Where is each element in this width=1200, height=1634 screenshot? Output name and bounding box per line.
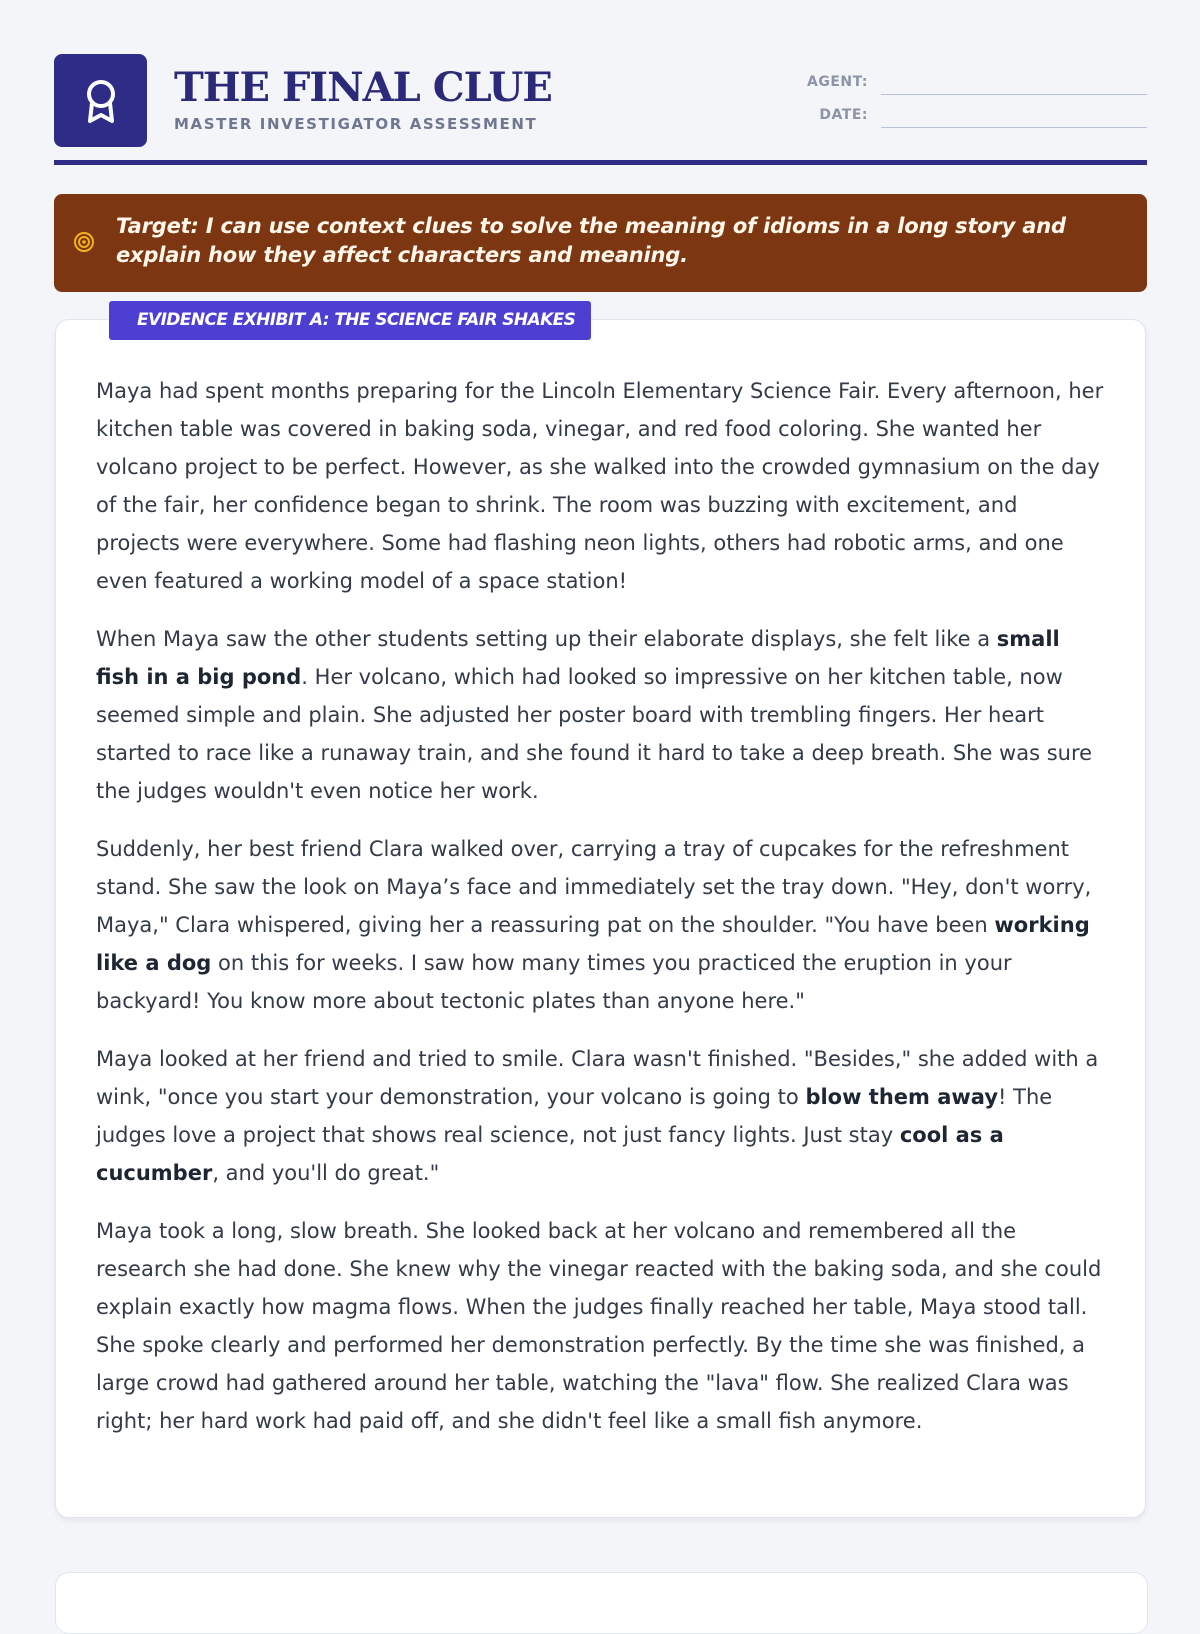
learning-target-banner bbox=[54, 194, 1147, 292]
header-divider bbox=[54, 160, 1147, 165]
award-ribbon-icon bbox=[54, 54, 147, 147]
idiom-highlight: cool as a cucumber bbox=[96, 1123, 1004, 1185]
story-paragraph bbox=[96, 830, 1106, 1020]
idiom-highlight: working like a dog bbox=[96, 913, 1090, 975]
story-paragraph bbox=[96, 1212, 1106, 1440]
date-field[interactable] bbox=[787, 107, 1147, 133]
exhibit-tab: EVIDENCE EXHIBIT A: THE SCIENCE FAIR SHAKES bbox=[109, 301, 591, 340]
story-paragraph bbox=[96, 1040, 1106, 1192]
story-paragraph bbox=[96, 372, 1106, 600]
next-section-card bbox=[55, 1572, 1148, 1634]
idiom-highlight: blow them away bbox=[805, 1085, 999, 1109]
date-line[interactable] bbox=[881, 127, 1147, 128]
target-icon bbox=[73, 231, 95, 257]
page-title: THE FINAL CLUE bbox=[174, 64, 552, 111]
agent-label: AGENT: bbox=[807, 74, 868, 90]
date-label: DATE: bbox=[819, 107, 868, 123]
story-text-run: When Maya saw the other students setting up their elaborate displays, she felt like a bbox=[96, 627, 997, 651]
story-text-run: , and you'll do great." bbox=[212, 1161, 440, 1185]
story-text-run: Maya had spent months preparing for the Lincoln Elementary Science Fair. Every afternoon, her kitchen table was covered in baking soda, vinegar, and red food coloring. She wanted her volcano project to be perfect. However, as she walked into the crowded gymnasium on the day of the fair, her confidence began to shrink. The room was buzzing with excitement, and projects were everywhere. Some had flashing neon lights, others had robotic arms, and one even featured a working model of a space station! bbox=[96, 379, 1104, 593]
page-subtitle: MASTER INVESTIGATOR ASSESSMENT bbox=[174, 115, 538, 133]
story-text bbox=[96, 372, 1106, 1460]
learning-target-text: Target: I can use context clues to solve the meaning of idioms in a long story and explain how they affect characters and meaning. bbox=[116, 214, 1066, 267]
agent-field[interactable] bbox=[787, 74, 1147, 100]
story-text-run: Suddenly, her best friend Clara walked over, carrying a tray of cupcakes for the refreshment stand. She saw the look on Maya’s face and immediately set the tray down. "Hey, don't worry, Maya," Clara whispered, giving her a reassuring pat on the shoulder. "You have been bbox=[96, 837, 1092, 937]
story-text-run: on this for weeks. I saw how many times you practiced the eruption in your backyard! You know more about tectonic plates than anyone here." bbox=[96, 951, 1012, 1013]
idiom-highlight: small fish in a big pond bbox=[96, 627, 1060, 689]
story-text-run: Maya looked at her friend and tried to smile. Clara wasn't finished. "Besides," she added with a wink, "once you start your demonstration, your volcano is going to bbox=[96, 1047, 1099, 1109]
story-text-run: Maya took a long, slow breath. She looked back at her volcano and remembered all the research she had done. She knew why the vinegar reacted with the baking soda, and she could explain exactly how magma flows. When the judges finally reached her table, Maya stood tall. She spoke clearly and performed her demonstration perfectly. By the time she was finished, a large crowd had gathered around her table, watching the "lava" flow. She realized Clara was right; her hard work had paid off, and she didn't feel like a small fish anymore. bbox=[96, 1219, 1102, 1433]
worksheet-header bbox=[54, 54, 1147, 164]
story-text-run: . Her volcano, which had looked so impressive on her kitchen table, now seemed simple and plain. She adjusted her poster board with trembling fingers. Her heart started to race like a runaway train, and she found it hard to take a deep breath. She was sure the judges wouldn't even notice her work. bbox=[96, 665, 1093, 803]
story-text-run: ! The judges love a project that shows real science, not just fancy lights. Just stay bbox=[96, 1085, 1053, 1147]
agent-line[interactable] bbox=[881, 94, 1147, 95]
story-paragraph bbox=[96, 620, 1106, 810]
